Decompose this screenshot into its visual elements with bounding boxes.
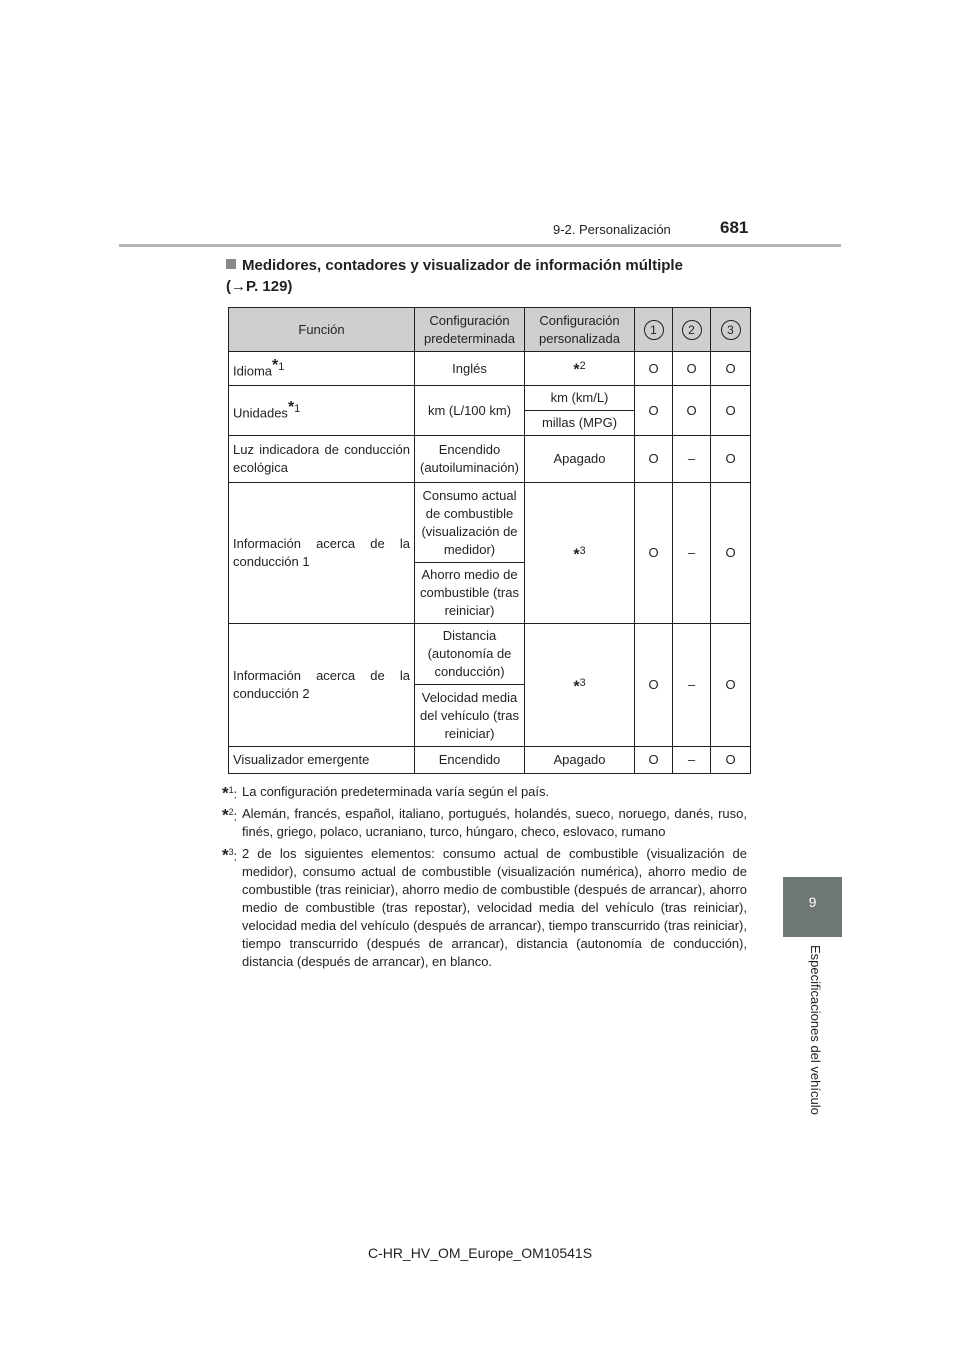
footnote-text: Alemán, francés, español, italiano, portugués, holandés, sueco, noruego, danés, ruso, finés, griego, polaco, ucraniano, turco, húngaro, checo, eslovaco, rumano <box>242 806 747 839</box>
footnote-mark: *$^3$: <box>222 845 238 865</box>
default-cell: Ahorro medio de combustible (tras reiniciar) <box>415 563 525 624</box>
default-cell: Consumo actual de combustible (visualización de medidor) <box>415 483 525 563</box>
header-function: Función <box>229 308 415 352</box>
table-row <box>229 352 751 386</box>
header-col-1 <box>635 308 673 352</box>
mark-cell: O <box>635 747 673 774</box>
header-col-3 <box>711 308 751 352</box>
custom-cell: Apagado <box>525 436 635 483</box>
footnote-text: 2 de los siguientes elementos: consumo actual de combustible (visualización de medidor), consumo actual de combustible (visualización numérica), ahorro medio de combustible (tras reiniciar), ahorro medio de combustible (después de arrancar), ahorro medio de combustible (tras repostar), velocidad media del vehículo (tras reiniciar), velocidad media del vehículo (después de arrancar), tiempo transcurrido (tras reiniciar), tiempo transcurrido (después de arrancar), distancia (autonomía de conducción), distancia (después de arrancar), en blanco. <box>242 846 747 969</box>
mark-cell: – <box>673 747 711 774</box>
footnote-ref: 3 <box>579 676 586 689</box>
chapter-tab-number: 9 <box>808 894 817 910</box>
function-cell: Visualizador emergente <box>229 747 415 774</box>
circled-2-icon: 2 <box>682 320 702 340</box>
mark-cell: O <box>635 624 673 747</box>
custom-cell: *$^3$ <box>525 624 635 747</box>
footnote-ref: 3 <box>579 544 586 557</box>
function-cell: Información acerca de la conducción 1 <box>229 483 415 624</box>
footnote-text: La configuración predeterminada varía según el país. <box>242 784 550 799</box>
footnote-ref: *1 <box>272 356 285 374</box>
footnote-ref: 2 <box>579 360 586 373</box>
header-custom: Configuración personalizada <box>525 308 635 352</box>
page-number: 681 <box>720 218 749 237</box>
footnotes <box>222 783 747 975</box>
default-cell: km (L/100 km) <box>415 386 525 436</box>
section-heading-reference: (→P. 129) <box>226 278 293 295</box>
header-col-2 <box>673 308 711 352</box>
mark-cell: – <box>673 483 711 624</box>
custom-cell: *$^3$ <box>525 483 635 624</box>
mark-cell: O <box>711 624 751 747</box>
mark-cell: – <box>673 436 711 483</box>
square-bullet-icon <box>226 259 236 269</box>
table-row <box>229 747 751 774</box>
footnote <box>222 805 747 841</box>
table-row <box>229 624 751 685</box>
table-row <box>229 483 751 563</box>
default-cell: Velocidad media del vehículo (tras reiniciar) <box>415 685 525 747</box>
mark-cell: O <box>711 386 751 436</box>
default-cell: Encendido (autoiluminación) <box>415 436 525 483</box>
custom-cell: millas (MPG) <box>525 411 635 436</box>
custom-cell: *$^2$ <box>525 352 635 386</box>
default-cell: Distancia (autonomía de conducción) <box>415 624 525 685</box>
section-heading <box>226 255 746 297</box>
mark-cell: O <box>635 386 673 436</box>
function-cell: Idioma$^{*1}$ <box>229 352 415 386</box>
table-row <box>229 436 751 483</box>
circled-1-icon: 1 <box>644 320 664 340</box>
running-header-section: 9-2. Personalización <box>553 222 671 237</box>
mark-cell: O <box>711 483 751 624</box>
default-cell: Encendido <box>415 747 525 774</box>
header-divider <box>119 244 841 247</box>
mark-cell: O <box>711 747 751 774</box>
mark-cell: O <box>711 436 751 483</box>
footnote <box>222 845 747 971</box>
function-cell: Unidades$^{*1}$ <box>229 386 415 436</box>
default-cell: Inglés <box>415 352 525 386</box>
footnote-mark: *$^1$: <box>222 783 238 803</box>
settings-table <box>228 307 751 774</box>
footnote-mark: *$^2$: <box>222 805 238 825</box>
mark-cell: O <box>635 436 673 483</box>
mark-cell: – <box>673 624 711 747</box>
mark-cell: O <box>635 483 673 624</box>
mark-cell: O <box>635 352 673 386</box>
custom-cell: km (km/L) <box>525 386 635 411</box>
function-cell: Luz indicadora de conducción ecológica <box>229 436 415 483</box>
section-heading-title: Medidores, contadores y visualizador de información múltiple <box>242 257 683 274</box>
circled-3-icon: 3 <box>721 320 741 340</box>
footnote-ref: *1 <box>287 398 301 416</box>
function-cell: Información acerca de la conducción 2 <box>229 624 415 747</box>
mark-cell: O <box>673 386 711 436</box>
table-row <box>229 386 751 411</box>
mark-cell: O <box>711 352 751 386</box>
chapter-tab-label: Especificaciones del vehículo <box>808 945 823 1115</box>
header-default: Configuración predeterminada <box>415 308 525 352</box>
custom-cell: Apagado <box>525 747 635 774</box>
footnote <box>222 783 747 801</box>
mark-cell: O <box>673 352 711 386</box>
document-id-footer: C-HR_HV_OM_Europe_OM10541S <box>367 1245 593 1261</box>
